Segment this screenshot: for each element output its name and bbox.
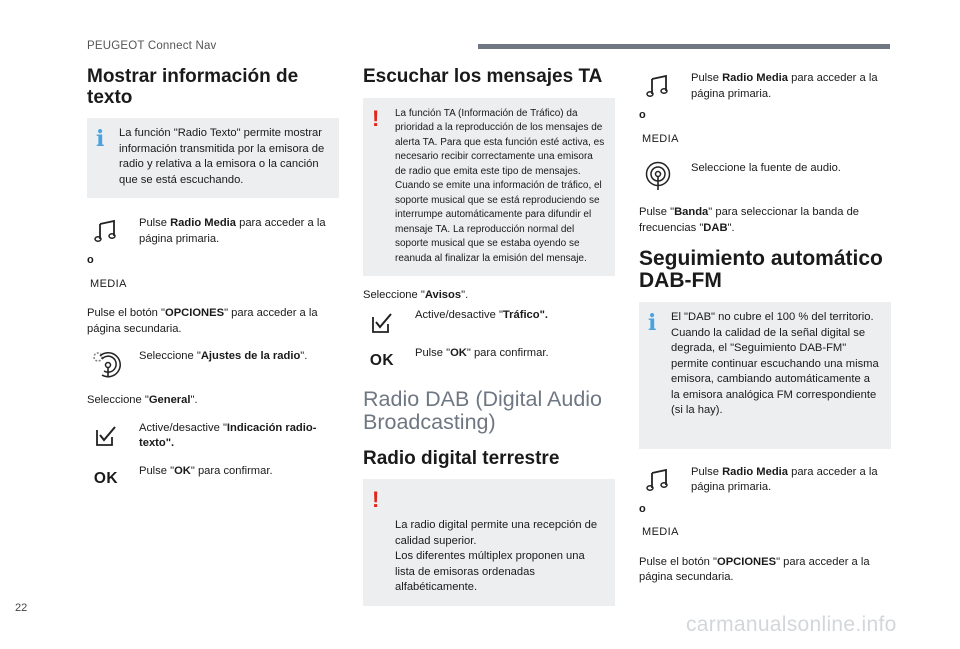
step-audio-source <box>639 161 891 191</box>
text: Seleccione " <box>87 394 149 406</box>
paragraph-options <box>639 555 891 586</box>
paragraph-avisos <box>363 288 615 304</box>
warning-text: La función TA (Información de Tráfico) da prioridad a la reproducción de los mensajes de alerta TA. Para que esta función esté activa, es necesario recibir correctamente una emisora de radio que emita este tipo de mensajes. Cuando se emite una información de tráfico, el soporte musical que se está reproduciendo se interrumpe automáticamente para difundir el mensaje TA. La reproducción normal del soporte musical que se estaba oyendo se reanuda al finalizar la emisión del mensaje. <box>395 107 605 264</box>
info-box <box>639 302 891 449</box>
bold-text: OPCIONES <box>165 307 225 319</box>
paragraph-band <box>639 205 891 236</box>
step-toggle-traffic <box>363 308 615 338</box>
column-2 <box>363 67 615 618</box>
step-bold: Tráfico". <box>502 308 549 321</box>
text: " para seleccionar la banda de frecuencias " <box>639 206 860 234</box>
media-key-label: MEDIA <box>90 277 127 290</box>
paragraph-options <box>87 306 339 337</box>
bold-text: Banda <box>674 206 709 218</box>
text: ". <box>190 394 198 406</box>
or-label: o <box>87 254 94 266</box>
step-text: Pulse " <box>415 346 451 359</box>
step-text: Active/desactive " <box>139 421 227 434</box>
bold-text: DAB <box>703 221 728 234</box>
step-text: para acceder a la página primaria. <box>691 465 878 493</box>
chapter-title-dab: Radio DAB (Digital Audio Broadcasting) <box>363 386 603 434</box>
warning-box <box>363 98 615 277</box>
bold-text: Avisos <box>424 289 462 301</box>
step-text: para acceder a la página primaria. <box>691 72 878 100</box>
warning-box <box>363 479 615 606</box>
info-text: La función "Radio Texto" permite mostrar información transmitida por la emisora de radio y relativa a la emisora o la canción que se está escuchando. <box>119 127 325 186</box>
watermark: carmanualsonline.info <box>686 613 897 636</box>
step-ok <box>363 346 615 376</box>
radio-source-icon <box>639 161 677 191</box>
ok-icon: OK <box>93 469 119 487</box>
checkbox-icon <box>363 308 401 338</box>
header-rule <box>478 44 890 49</box>
step-toggle-radiotext <box>87 421 339 452</box>
text: Pulse " <box>639 206 675 218</box>
column-3 <box>639 67 891 598</box>
text: ". <box>727 221 735 234</box>
text: Pulse el botón " <box>639 555 717 568</box>
step-text: Pulse " <box>139 464 175 477</box>
step-text: Seleccione la fuente de audio. <box>691 162 841 174</box>
section-title-dab-fm: Seguimiento automático DAB-FM <box>639 247 883 292</box>
media-key-label: MEDIA <box>642 132 679 145</box>
step-radio-settings <box>87 349 339 379</box>
text: " para acceder a la página secundaria. <box>87 307 318 335</box>
music-note-icon <box>639 465 677 495</box>
step-bold: Radio Media <box>170 217 236 229</box>
info-box <box>87 118 339 198</box>
paragraph-general <box>87 393 339 409</box>
section-title-digital-radio: Radio digital terrestre <box>363 447 560 469</box>
section-title-radio-text: Mostrar información de texto <box>87 66 299 108</box>
step-bold: Ajustes de la radio <box>200 350 301 362</box>
text: Seleccione " <box>363 289 425 301</box>
step-text: para acceder a la página primaria. <box>139 217 326 245</box>
step-text: Pulse <box>691 465 723 478</box>
step-bold: OK <box>174 464 191 477</box>
music-note-icon <box>87 216 125 246</box>
media-key-label: MEDIA <box>642 526 679 538</box>
step-text: Pulse <box>139 217 171 229</box>
step-bold: Radio Media <box>722 72 788 84</box>
or-label: o <box>639 502 646 515</box>
text: Pulse el botón " <box>87 307 165 319</box>
warning-icon: ! <box>372 487 380 512</box>
step-text: Seleccione " <box>139 350 201 362</box>
page-number: 22 <box>15 602 28 614</box>
step-text: ". <box>300 350 308 362</box>
radio-settings-icon <box>87 349 125 379</box>
column-1 <box>87 67 339 500</box>
step-radio-media <box>639 465 891 496</box>
running-header: PEUGEOT Connect Nav <box>87 40 217 52</box>
bold-text: General <box>148 394 191 406</box>
info-icon: i <box>648 310 657 336</box>
text: ". <box>461 289 469 301</box>
warning-icon: ! <box>372 105 380 131</box>
step-bold: OK <box>450 346 467 359</box>
checkbox-icon <box>87 421 125 451</box>
step-bold: Indicación radio-texto". <box>139 421 317 449</box>
step-text: Active/desactive " <box>415 308 503 321</box>
step-text: Pulse <box>691 72 723 84</box>
ok-icon: OK <box>369 351 395 369</box>
step-radio-media <box>639 71 891 102</box>
or-label: o <box>639 109 646 121</box>
text: " para acceder a la página secundaria. <box>639 555 870 583</box>
step-text: " para confirmar. <box>466 346 549 359</box>
info-icon: i <box>96 126 105 152</box>
warning-text: La radio digital permite una recepción de calidad superior. Los diferentes múltiplex proponen una lista de emisoras ordenadas alfabéticamente. <box>395 519 598 593</box>
music-note-icon <box>639 71 677 101</box>
step-text: " para confirmar. <box>190 464 273 477</box>
section-title-ta: Escuchar los mensajes TA <box>363 66 603 87</box>
info-text: El "DAB" no cubre el 100 % del territorio. Cuando la calidad de la señal digital se degrada, el "Seguimiento DAB-FM" permite continuar escuchando una misma emisora, cambiando automáticamente a la emisora analógica FM correspondiente (si la hay). <box>671 311 879 416</box>
step-bold: Radio Media <box>722 465 788 478</box>
bold-text: OPCIONES <box>717 555 777 568</box>
step-ok <box>87 464 339 494</box>
step-radio-media <box>87 216 339 247</box>
